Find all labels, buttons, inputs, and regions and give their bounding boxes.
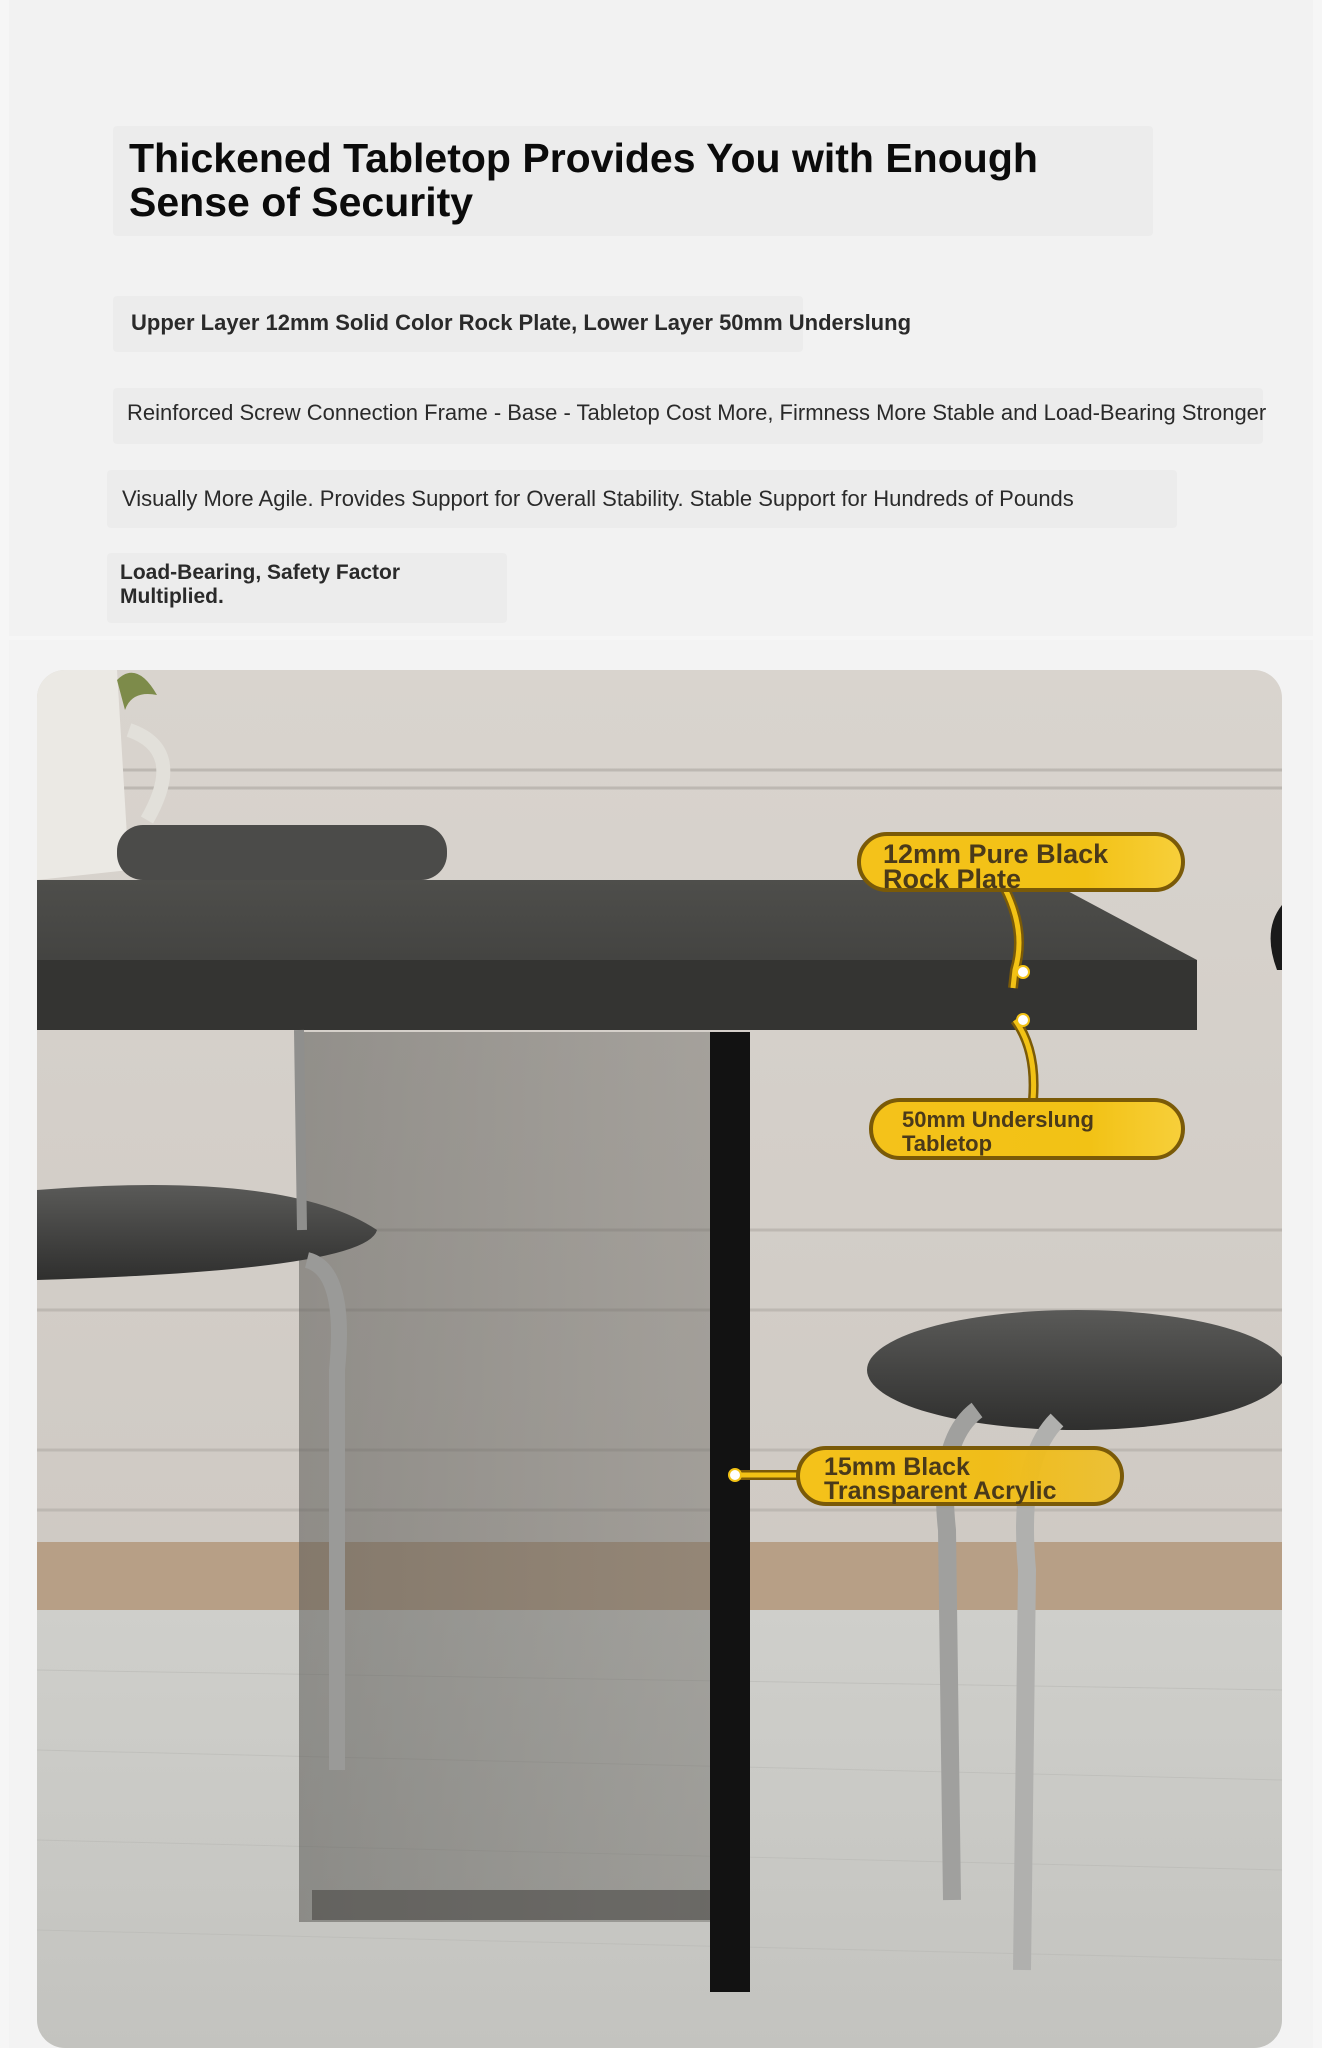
- callout-underslung-tabletop: [869, 1098, 1185, 1160]
- table-post: [710, 1032, 750, 1992]
- callout-acrylic: [796, 1446, 1124, 1506]
- callout-text: 15mm Black: [824, 1453, 970, 1481]
- feature-line-4: Load-Bearing, Safety Factor Multiplied.: [120, 561, 401, 608]
- right-stool-seat: [867, 1310, 1282, 1430]
- callout-dot: [1017, 1014, 1029, 1026]
- feature-line-1: Upper Layer 12mm Solid Color Rock Plate, Lower Layer 50mm Underslung: [131, 310, 912, 335]
- chair-backrest: [117, 825, 447, 880]
- acrylic-base: [312, 1890, 712, 1920]
- callout-rock-plate: [857, 832, 1185, 892]
- callout-text: 50mm Underslung: [902, 1107, 1094, 1132]
- feature-line-2: Reinforced Screw Connection Frame - Base - Tabletop Cost More, Firmness More Stable and Load-Bearing Stronger: [127, 400, 1267, 425]
- feature-line-3: Visually More Agile. Provides Support for Overall Stability. Stable Support for Hundreds of Pounds: [122, 486, 1074, 511]
- callout-dot: [729, 1469, 741, 1481]
- page-title: Thickened Tabletop Provides You with Enough Sense of Security: [129, 135, 1038, 225]
- vase: [37, 670, 129, 880]
- left-chair-back-leg: [299, 1030, 302, 1230]
- acrylic-leg: [299, 1032, 719, 1922]
- callout-text: Transparent Acrylic: [824, 1477, 1057, 1505]
- callout-text: Rock Plate: [883, 864, 1022, 894]
- callout-text: 12mm Pure Black: [883, 839, 1109, 869]
- callout-dot: [1017, 966, 1029, 978]
- callout-text: Tabletop: [902, 1131, 993, 1156]
